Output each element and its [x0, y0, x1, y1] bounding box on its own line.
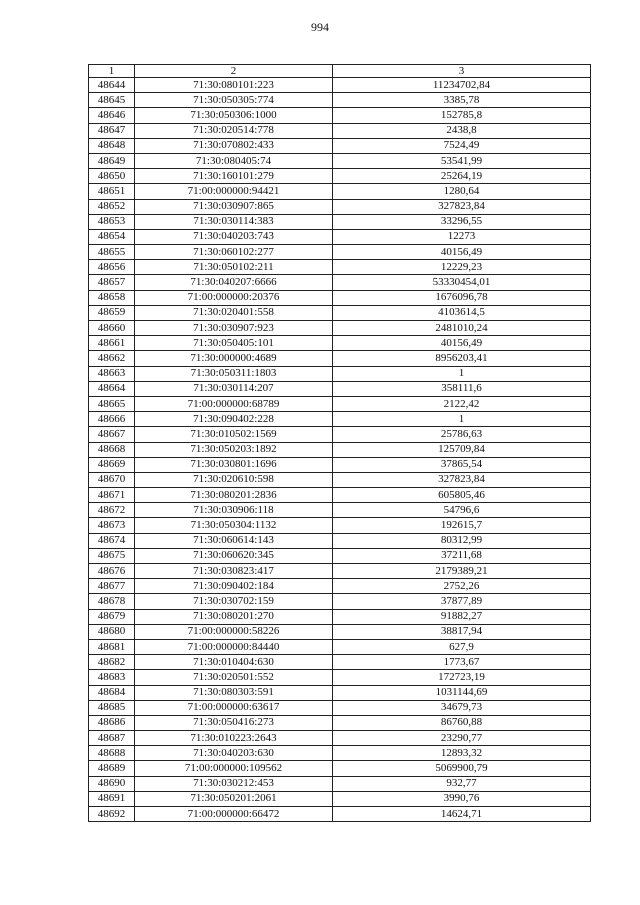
row-number-cell: 48671	[89, 488, 135, 503]
cadastral-number-cell: 71:30:080405:74	[135, 153, 333, 168]
cadastral-number-cell: 71:30:030114:207	[135, 381, 333, 396]
cadastral-number-cell: 71:30:070802:433	[135, 138, 333, 153]
table-row	[89, 381, 591, 396]
cadastral-number-cell: 71:00:000000:109562	[135, 761, 333, 776]
row-number-cell: 48664	[89, 381, 135, 396]
value-cell: 2438,8	[333, 123, 591, 138]
value-cell: 3385,78	[333, 93, 591, 108]
table-row	[89, 184, 591, 199]
value-cell: 2752,26	[333, 579, 591, 594]
value-cell: 2481010,24	[333, 321, 591, 336]
cadastral-number-cell: 71:30:030114:383	[135, 214, 333, 229]
value-cell: 37877,89	[333, 594, 591, 609]
table-row	[89, 791, 591, 806]
value-cell: 172723,19	[333, 670, 591, 685]
row-number-cell: 48645	[89, 93, 135, 108]
table-row	[89, 548, 591, 563]
cadastral-number-cell: 71:30:030823:417	[135, 564, 333, 579]
row-number-cell: 48683	[89, 670, 135, 685]
table-row	[89, 670, 591, 685]
cadastral-number-cell: 71:00:000000:20376	[135, 290, 333, 305]
column-header: 2	[135, 65, 333, 78]
value-cell: 25786,63	[333, 427, 591, 442]
value-cell: 80312,99	[333, 533, 591, 548]
table-row	[89, 427, 591, 442]
row-number-cell: 48650	[89, 169, 135, 184]
row-number-cell: 48658	[89, 290, 135, 305]
cadastral-number-cell: 71:30:060620:345	[135, 548, 333, 563]
cadastral-number-cell: 71:30:160101:279	[135, 169, 333, 184]
row-number-cell: 48668	[89, 442, 135, 457]
row-number-cell: 48677	[89, 579, 135, 594]
value-cell: 53541,99	[333, 153, 591, 168]
row-number-cell: 48688	[89, 746, 135, 761]
row-number-cell: 48655	[89, 245, 135, 260]
table-row	[89, 108, 591, 123]
row-number-cell: 48647	[89, 123, 135, 138]
page-number: 994	[311, 20, 329, 34]
cadastral-number-cell: 71:30:020514:778	[135, 123, 333, 138]
table-row	[89, 807, 591, 822]
cadastral-number-cell: 71:00:000000:66472	[135, 807, 333, 822]
value-cell: 34679,73	[333, 700, 591, 715]
row-number-cell: 48673	[89, 518, 135, 533]
value-cell: 7524,49	[333, 138, 591, 153]
value-cell: 125709,84	[333, 442, 591, 457]
row-number-cell: 48660	[89, 321, 135, 336]
table-row	[89, 412, 591, 427]
value-cell: 1773,67	[333, 655, 591, 670]
row-number-cell: 48670	[89, 472, 135, 487]
value-cell: 53330454,01	[333, 275, 591, 290]
row-number-cell: 48644	[89, 78, 135, 93]
table-row	[89, 442, 591, 457]
row-number-cell: 48659	[89, 305, 135, 320]
cadastral-number-cell: 71:30:010223:2643	[135, 731, 333, 746]
table-row	[89, 229, 591, 244]
row-number-cell: 48686	[89, 715, 135, 730]
row-number-cell: 48672	[89, 503, 135, 518]
value-cell: 25264,19	[333, 169, 591, 184]
cadastral-number-cell: 71:30:030907:865	[135, 199, 333, 214]
table-row	[89, 488, 591, 503]
value-cell: 37211,68	[333, 548, 591, 563]
row-number-cell: 48665	[89, 396, 135, 411]
table-row	[89, 260, 591, 275]
table-row	[89, 518, 591, 533]
cadastral-number-cell: 71:30:050201:2061	[135, 791, 333, 806]
row-number-cell: 48681	[89, 639, 135, 654]
cadastral-number-cell: 71:30:040203:630	[135, 746, 333, 761]
row-number-cell: 48651	[89, 184, 135, 199]
cadastral-number-cell: 71:30:050102:211	[135, 260, 333, 275]
row-number-cell: 48654	[89, 229, 135, 244]
value-cell: 4103614,5	[333, 305, 591, 320]
row-number-cell: 48676	[89, 564, 135, 579]
cadastral-number-cell: 71:30:050304:1132	[135, 518, 333, 533]
value-cell: 11234702,84	[333, 78, 591, 93]
cadastral-number-cell: 71:30:050405:101	[135, 336, 333, 351]
table-row	[89, 564, 591, 579]
value-cell: 37865,54	[333, 457, 591, 472]
table-row	[89, 199, 591, 214]
cadastral-number-cell: 71:30:080303:591	[135, 685, 333, 700]
table-row	[89, 245, 591, 260]
value-cell: 86760,88	[333, 715, 591, 730]
table-row	[89, 290, 591, 305]
row-number-cell: 48662	[89, 351, 135, 366]
value-cell: 1280,64	[333, 184, 591, 199]
row-number-cell: 48649	[89, 153, 135, 168]
cadastral-number-cell: 71:30:030801:1696	[135, 457, 333, 472]
value-cell: 1676096,78	[333, 290, 591, 305]
value-cell: 54796,6	[333, 503, 591, 518]
table-row	[89, 533, 591, 548]
row-number-cell: 48685	[89, 700, 135, 715]
column-header: 3	[333, 65, 591, 78]
cadastral-number-cell: 71:30:040203:743	[135, 229, 333, 244]
cadastral-number-cell: 71:30:050311:1803	[135, 366, 333, 381]
column-header: 1	[89, 65, 135, 78]
row-number-cell: 48656	[89, 260, 135, 275]
cadastral-number-cell: 71:30:040207:6666	[135, 275, 333, 290]
value-cell: 1031144,69	[333, 685, 591, 700]
cadastral-number-cell: 71:00:000000:84440	[135, 639, 333, 654]
cadastral-number-cell: 71:30:090402:184	[135, 579, 333, 594]
table-row	[89, 503, 591, 518]
value-cell: 14624,71	[333, 807, 591, 822]
table-row	[89, 305, 591, 320]
row-number-cell: 48678	[89, 594, 135, 609]
row-number-cell: 48680	[89, 624, 135, 639]
cadastral-number-cell: 71:30:020610:598	[135, 472, 333, 487]
cadastral-number-cell: 71:30:050306:1000	[135, 108, 333, 123]
table-row	[89, 169, 591, 184]
cadastral-number-cell: 71:30:030702:159	[135, 594, 333, 609]
table-row	[89, 351, 591, 366]
table-row	[89, 336, 591, 351]
row-number-cell: 48692	[89, 807, 135, 822]
row-number-cell: 48653	[89, 214, 135, 229]
cadastral-number-cell: 71:30:090402:228	[135, 412, 333, 427]
row-number-cell: 48657	[89, 275, 135, 290]
cadastral-number-cell: 71:30:020401:558	[135, 305, 333, 320]
table-row	[89, 138, 591, 153]
row-number-cell: 48669	[89, 457, 135, 472]
value-cell: 627,9	[333, 639, 591, 654]
row-number-cell: 48690	[89, 776, 135, 791]
table-row	[89, 472, 591, 487]
cadastral-number-cell: 71:30:050203:1892	[135, 442, 333, 457]
value-cell: 38817,94	[333, 624, 591, 639]
table-row	[89, 624, 591, 639]
row-number-cell: 48682	[89, 655, 135, 670]
table-row	[89, 776, 591, 791]
cadastral-number-cell: 71:00:000000:63617	[135, 700, 333, 715]
table-row	[89, 715, 591, 730]
row-number-cell: 48666	[89, 412, 135, 427]
table-row	[89, 153, 591, 168]
value-cell: 12273	[333, 229, 591, 244]
table-row	[89, 639, 591, 654]
cadastral-number-cell: 71:00:000000:94421	[135, 184, 333, 199]
value-cell: 8956203,41	[333, 351, 591, 366]
row-number-cell: 48684	[89, 685, 135, 700]
value-cell: 327823,84	[333, 472, 591, 487]
data-table	[88, 64, 591, 822]
table-row	[89, 123, 591, 138]
cadastral-number-cell: 71:30:050305:774	[135, 93, 333, 108]
cadastral-number-cell: 71:30:010502:1569	[135, 427, 333, 442]
cadastral-number-cell: 71:30:010404:630	[135, 655, 333, 670]
value-cell: 3990,76	[333, 791, 591, 806]
table-row	[89, 457, 591, 472]
row-number-cell: 48689	[89, 761, 135, 776]
value-cell: 605805,46	[333, 488, 591, 503]
value-cell: 12893,32	[333, 746, 591, 761]
value-cell: 358111,6	[333, 381, 591, 396]
value-cell: 12229,23	[333, 260, 591, 275]
value-cell: 40156,49	[333, 336, 591, 351]
row-number-cell: 48667	[89, 427, 135, 442]
row-number-cell: 48663	[89, 366, 135, 381]
row-number-cell: 48679	[89, 609, 135, 624]
cadastral-number-cell: 71:00:000000:68789	[135, 396, 333, 411]
header-row	[89, 65, 591, 78]
cadastral-number-cell: 71:00:000000:58226	[135, 624, 333, 639]
table-row	[89, 685, 591, 700]
row-number-cell: 48691	[89, 791, 135, 806]
value-cell: 1	[333, 412, 591, 427]
value-cell: 192615,7	[333, 518, 591, 533]
value-cell: 5069900,79	[333, 761, 591, 776]
cadastral-number-cell: 71:30:050416:273	[135, 715, 333, 730]
row-number-cell: 48661	[89, 336, 135, 351]
value-cell: 33296,55	[333, 214, 591, 229]
cadastral-number-cell: 71:30:060102:277	[135, 245, 333, 260]
cadastral-number-cell: 71:30:030906:118	[135, 503, 333, 518]
table-row	[89, 214, 591, 229]
table-row	[89, 761, 591, 776]
value-cell: 40156,49	[333, 245, 591, 260]
table-row	[89, 594, 591, 609]
value-cell: 932,77	[333, 776, 591, 791]
table-row	[89, 746, 591, 761]
table-row	[89, 655, 591, 670]
table-row	[89, 275, 591, 290]
value-cell: 2122,42	[333, 396, 591, 411]
row-number-cell: 48675	[89, 548, 135, 563]
cadastral-number-cell: 71:30:030907:923	[135, 321, 333, 336]
table-row	[89, 321, 591, 336]
table-row	[89, 731, 591, 746]
cadastral-number-cell: 71:30:060614:143	[135, 533, 333, 548]
table-row	[89, 366, 591, 381]
value-cell: 152785,8	[333, 108, 591, 123]
cadastral-number-cell: 71:30:080101:223	[135, 78, 333, 93]
row-number-cell: 48652	[89, 199, 135, 214]
value-cell: 91882,27	[333, 609, 591, 624]
value-cell: 1	[333, 366, 591, 381]
cadastral-number-cell: 71:30:030212:453	[135, 776, 333, 791]
table-row	[89, 78, 591, 93]
table-row	[89, 609, 591, 624]
row-number-cell: 48674	[89, 533, 135, 548]
cadastral-number-cell: 71:30:000000:4689	[135, 351, 333, 366]
table-row	[89, 579, 591, 594]
row-number-cell: 48687	[89, 731, 135, 746]
table-row	[89, 396, 591, 411]
value-cell: 327823,84	[333, 199, 591, 214]
cadastral-number-cell: 71:30:080201:2836	[135, 488, 333, 503]
cadastral-number-cell: 71:30:080201:270	[135, 609, 333, 624]
row-number-cell: 48646	[89, 108, 135, 123]
table-row	[89, 93, 591, 108]
value-cell: 2179389,21	[333, 564, 591, 579]
cadastral-number-cell: 71:30:020501:552	[135, 670, 333, 685]
row-number-cell: 48648	[89, 138, 135, 153]
value-cell: 23290,77	[333, 731, 591, 746]
table-row	[89, 700, 591, 715]
